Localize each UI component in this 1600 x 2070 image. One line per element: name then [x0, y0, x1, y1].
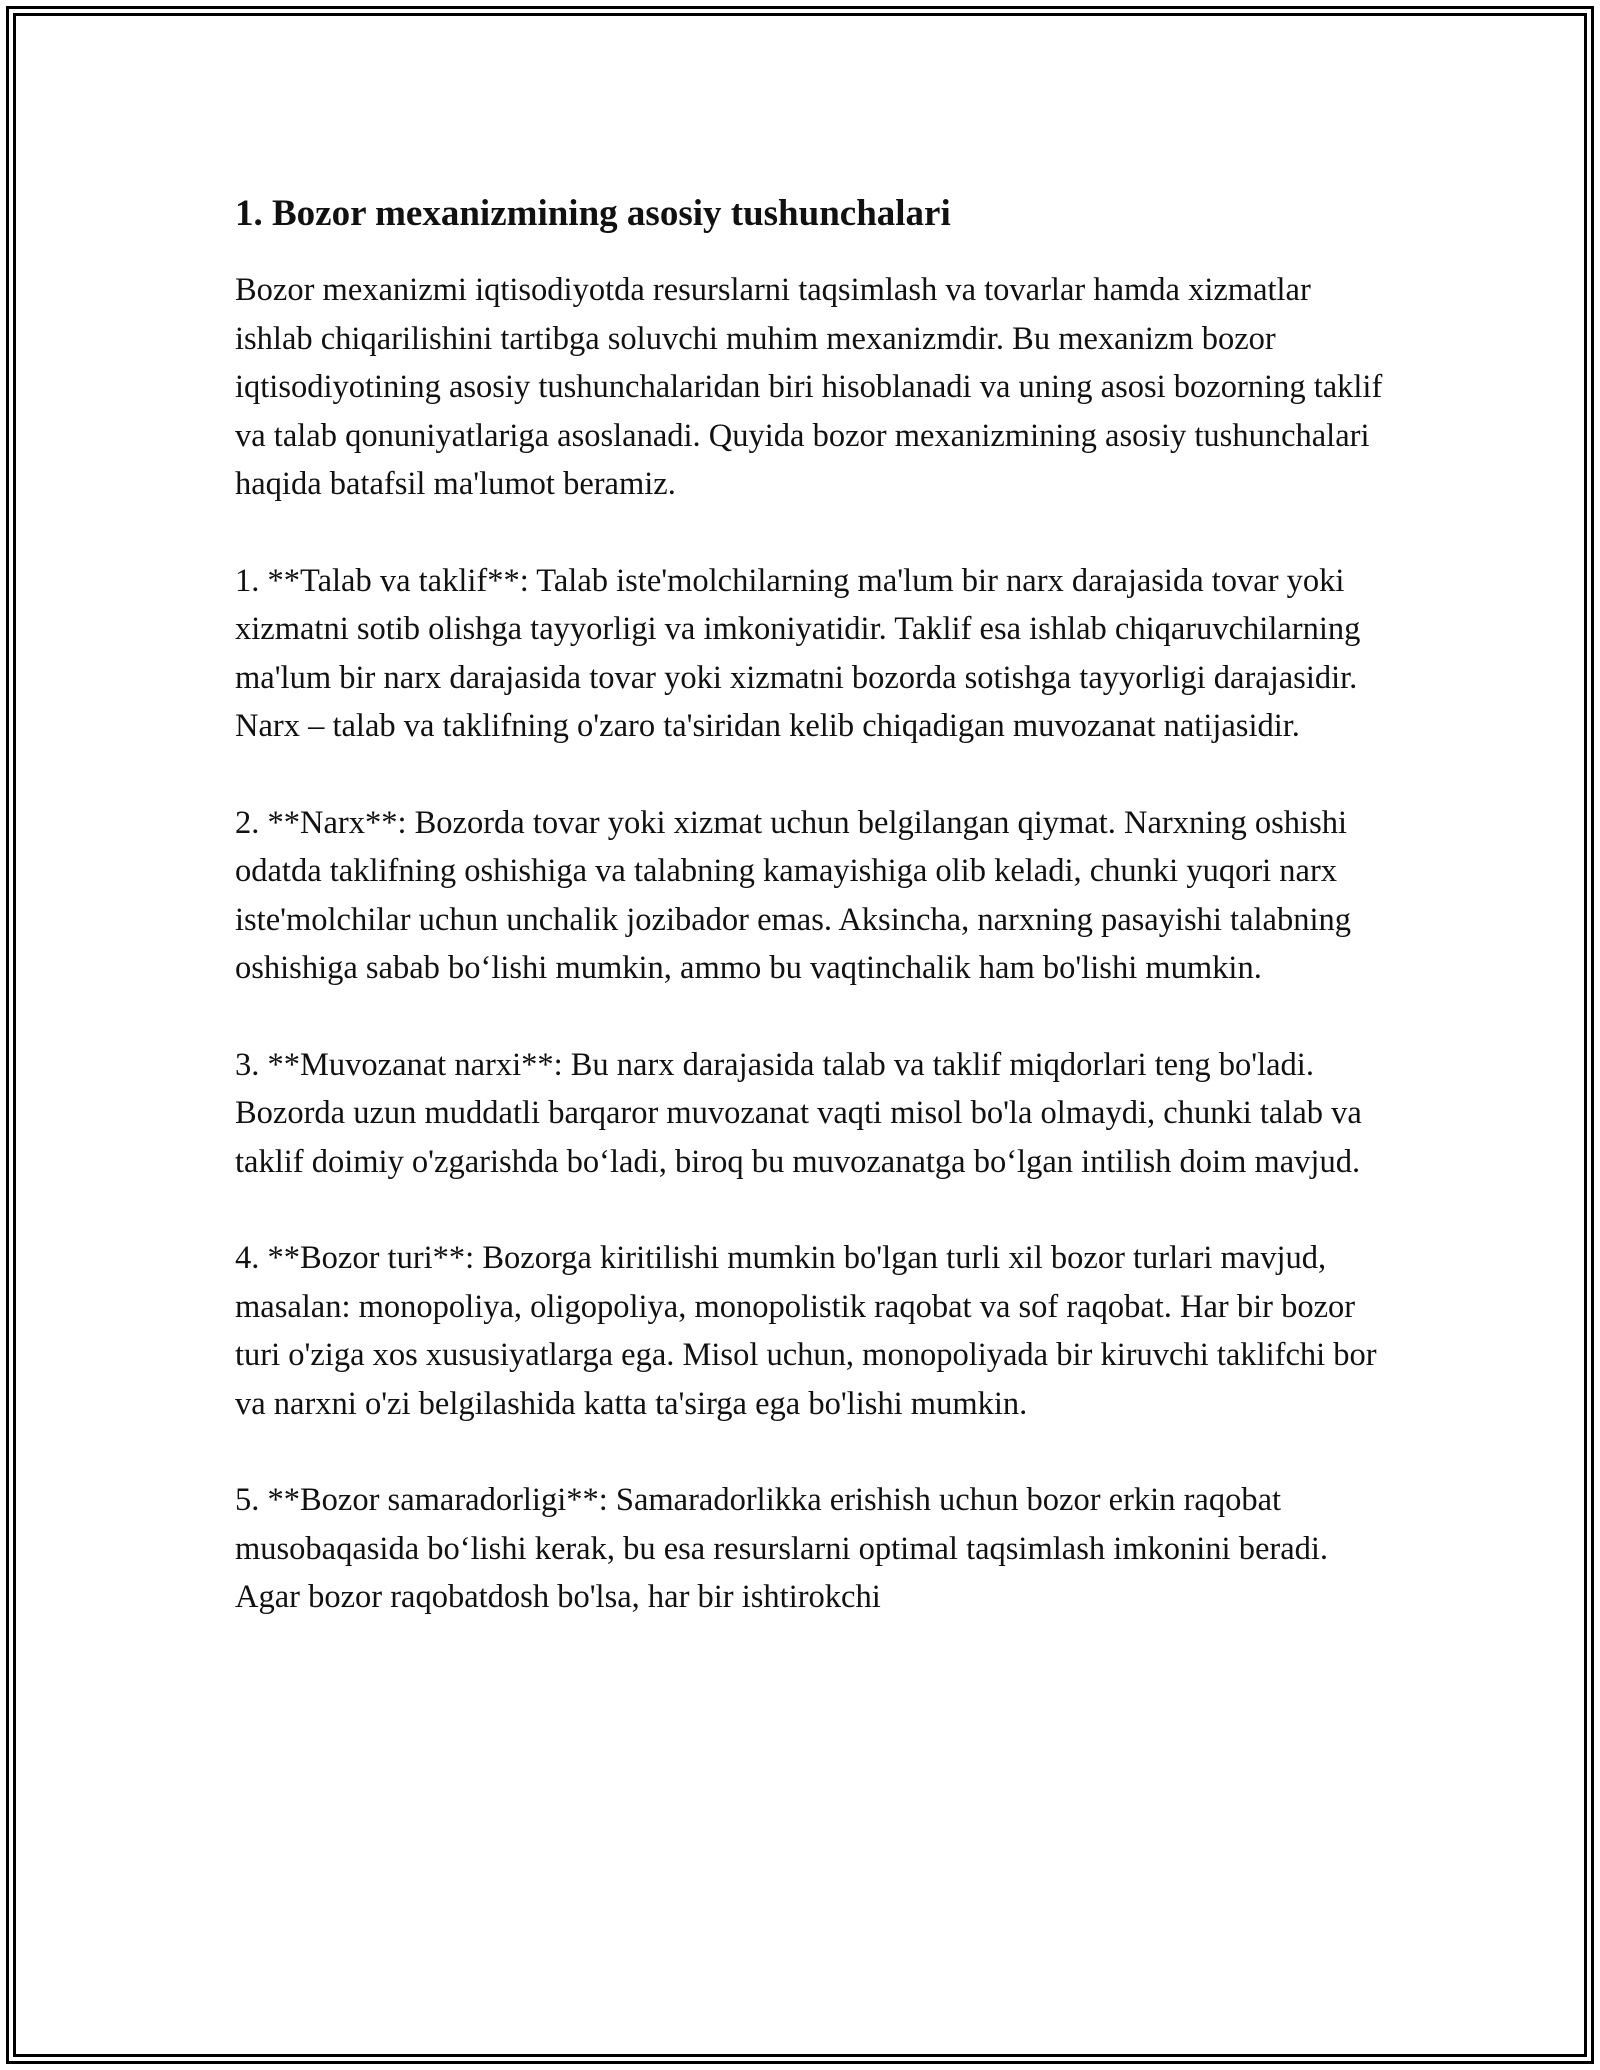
document-body [235, 190, 1395, 1670]
paragraph-narx: 2. **Narx**: Bozorda tovar yoki xizmat uchun belgilangan qiymat. Narxning oshishi odatda taklifning oshishiga va talabning kamayishiga olib keladi, chunki yuqori narx iste'molchilar uchun unchalik jozibador emas. Aksincha, narxning pasayishi talabning oshishiga sabab bo‘lishi mumkin, ammo bu vaqtinchalik ham bo'lishi mumkin. [235, 804, 1351, 986]
paragraph-bozor-turi: 4. **Bozor turi**: Bozorga kiritilishi mumkin bo'lgan turli xil bozor turlari mavjud, masalan: monopoliya, oligopoliya, monopolistik raqobat va sof raqobat. Har bir bozor turi o'ziga xos xususiyatlarga ega. Misol uchun, monopoliyada bir kiruvchi taklifchi bor va narxni o'zi belgilashida katta ta'sirga ega bo'lishi mumkin. [235, 1240, 1377, 1422]
document-heading: 1. Bozor mexanizmining asosiy tushunchalari [235, 193, 951, 234]
paragraph-bozor-samaradorligi: 5. **Bozor samaradorligi**: Samaradorlikka erishish uchun bozor erkin raqobat musobaqasida bo‘lishi kerak, bu esa resurslarni optimal taqsimlash imkonini beradi. Agar bozor raqobatdosh bo'lsa, har bir ishtirokchi [235, 1482, 1329, 1615]
paragraph-talab-va-taklif: 1. **Talab va taklif**: Talab iste'molchilarning ma'lum bir narx darajasida tovar yoki xizmatni sotib olishga tayyorligi va imkoniyatidir. Taklif esa ishlab chiqaruvchilarning ma'lum bir narx darajasida tovar yoki xizmatni bozorda sotishga tayyorligi darajasidir. Narx – talab va taklifning o'zaro ta'siridan kelib chiqadigan muvozanat natijasidir. [235, 562, 1361, 744]
intro-paragraph: Bozor mexanizmi iqtisodiyotda resurslarni taqsimlash va tovarlar hamda xizmatlar ishlab chiqarilishini tartibga soluvchi muhim mexanizmdir. Bu mexanizm bozor iqtisodiyotining asosiy tushunchalaridan biri hisoblanadi va uning asosi bozorning taklif va talab qonuniyatlariga asoslanadi. Quyida bozor mexanizmining asosiy tushunchalari haqida batafsil ma'lumot beramiz. [235, 272, 1383, 502]
paragraph-muvozanat-narxi: 3. **Muvozanat narxi**: Bu narx darajasida talab va taklif miqdorlari teng bo'ladi. Bozorda uzun muddatli barqaror muvozanat vaqti misol bo'la olmaydi, chunki talab va taklif doimiy o'zgarishda bo‘ladi, biroq bu muvozanatga bo‘lgan intilish doim mavjud. [235, 1046, 1362, 1180]
